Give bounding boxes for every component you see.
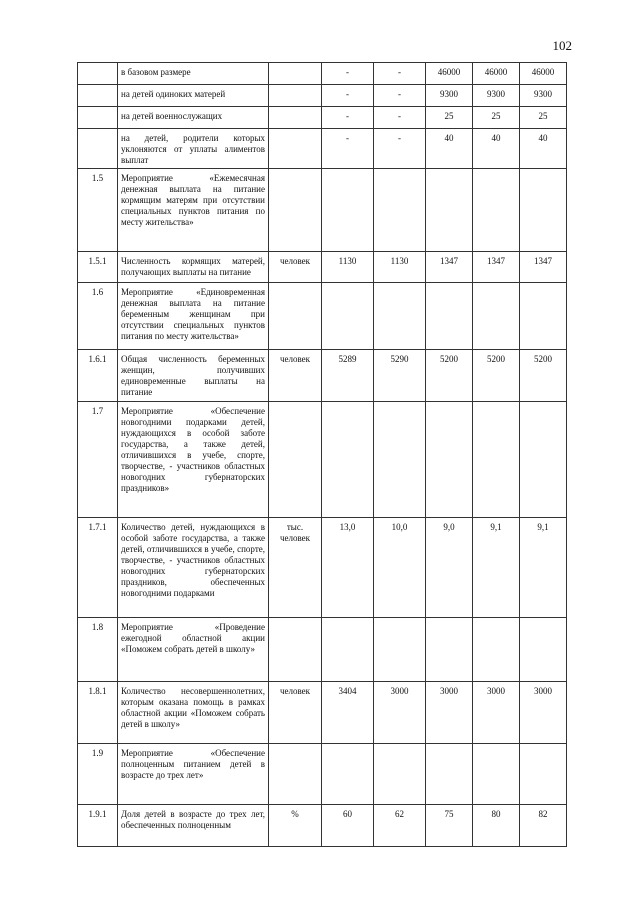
row-number: 1.7: [78, 402, 118, 518]
row-number: [78, 129, 118, 169]
indicators-table: [77, 62, 567, 847]
row-value-4: 25: [473, 107, 520, 129]
table-row: [78, 107, 567, 129]
row-number: 1.8: [78, 618, 118, 682]
row-unit: [269, 402, 322, 518]
row-value-3: [426, 283, 473, 350]
row-value-4: [473, 169, 520, 252]
table-row: [78, 252, 567, 283]
row-value-1: 60: [322, 805, 374, 847]
row-description: Общая численность беременных женщин, получивших единовременные выплаты на питание: [118, 350, 269, 402]
table-row: [78, 129, 567, 169]
row-unit: %: [269, 805, 322, 847]
row-description: Количество несовершеннолетних, которым оказана помощь в рамках областной акции «Поможем собрать детей в школу»: [118, 682, 269, 744]
row-value-5: 9,1: [520, 518, 567, 618]
row-value-4: 46000: [473, 63, 520, 85]
row-value-4: 9300: [473, 85, 520, 107]
row-value-1: [322, 169, 374, 252]
row-value-5: [520, 618, 567, 682]
table-row: [78, 744, 567, 805]
row-value-1: 5289: [322, 350, 374, 402]
row-number: 1.6: [78, 283, 118, 350]
row-unit: [269, 744, 322, 805]
table-row: [78, 402, 567, 518]
row-value-3: 1347: [426, 252, 473, 283]
row-description: Доля детей в возрасте до трех лет, обеспеченных полноценным: [118, 805, 269, 847]
row-value-5: [520, 402, 567, 518]
row-value-5: [520, 744, 567, 805]
row-number: [78, 63, 118, 85]
row-value-5: 5200: [520, 350, 567, 402]
table-row: [78, 518, 567, 618]
table-row: [78, 63, 567, 85]
row-value-3: 9300: [426, 85, 473, 107]
row-number: 1.8.1: [78, 682, 118, 744]
row-value-1: [322, 744, 374, 805]
table-row: [78, 805, 567, 847]
row-number: 1.6.1: [78, 350, 118, 402]
row-value-2: 62: [374, 805, 426, 847]
table-row: [78, 682, 567, 744]
row-number: 1.5.1: [78, 252, 118, 283]
row-value-1: [322, 283, 374, 350]
row-description: Мероприятие «Проведение ежегодной областной акции «Поможем собрать детей в школу»: [118, 618, 269, 682]
row-value-5: 25: [520, 107, 567, 129]
row-value-2: 10,0: [374, 518, 426, 618]
row-description: Мероприятие «Единовременная денежная выплата на питание беременным женщинам при отсутствии специальных пунктов питания по месту жительства»: [118, 283, 269, 350]
row-value-2: -: [374, 107, 426, 129]
row-value-2: [374, 283, 426, 350]
row-value-2: [374, 402, 426, 518]
row-description: Мероприятие «Ежемесячная денежная выплата на питание кормящим матерям при отсутствии специальных пунктов питания по месту жительства»: [118, 169, 269, 252]
row-unit: [269, 618, 322, 682]
row-number: [78, 85, 118, 107]
row-value-2: [374, 618, 426, 682]
row-value-3: 46000: [426, 63, 473, 85]
row-value-1: 3404: [322, 682, 374, 744]
row-description: на детей военнослужащих: [118, 107, 269, 129]
row-value-3: 9,0: [426, 518, 473, 618]
row-value-2: 1130: [374, 252, 426, 283]
row-value-2: 3000: [374, 682, 426, 744]
row-unit: тыс. человек: [269, 518, 322, 618]
row-number: 1.5: [78, 169, 118, 252]
row-value-5: 3000: [520, 682, 567, 744]
row-description: на детей, родители которых уклоняются от уплаты алиментов выплат: [118, 129, 269, 169]
row-value-4: [473, 283, 520, 350]
row-value-4: 9,1: [473, 518, 520, 618]
row-value-5: 46000: [520, 63, 567, 85]
row-value-4: 80: [473, 805, 520, 847]
row-unit: человек: [269, 350, 322, 402]
row-value-3: 75: [426, 805, 473, 847]
row-value-4: [473, 402, 520, 518]
row-number: 1.9.1: [78, 805, 118, 847]
page-number: 102: [552, 38, 572, 53]
row-number: 1.7.1: [78, 518, 118, 618]
row-number: 1.9: [78, 744, 118, 805]
row-value-1: [322, 618, 374, 682]
row-description: Мероприятие «Обеспечение полноценным питанием детей в возрасте до трех лет»: [118, 744, 269, 805]
row-value-4: 40: [473, 129, 520, 169]
row-value-5: 9300: [520, 85, 567, 107]
row-value-4: [473, 618, 520, 682]
row-unit: [269, 283, 322, 350]
row-value-1: -: [322, 85, 374, 107]
row-value-5: 40: [520, 129, 567, 169]
table-row: [78, 350, 567, 402]
row-value-1: -: [322, 107, 374, 129]
row-value-4: 5200: [473, 350, 520, 402]
row-value-5: [520, 169, 567, 252]
row-value-1: -: [322, 63, 374, 85]
table-row: [78, 85, 567, 107]
row-value-3: [426, 402, 473, 518]
table-body: [78, 63, 567, 847]
row-value-3: [426, 744, 473, 805]
row-value-4: 3000: [473, 682, 520, 744]
row-value-4: [473, 744, 520, 805]
row-description: Мероприятие «Обеспечение новогодними подарками детей, нуждающихся в особой заботе государства, а также детей, отличившихся в учебе, спорте, творчестве, - участников областных новогодних губернаторских праздников»: [118, 402, 269, 518]
row-value-1: [322, 402, 374, 518]
row-unit: [269, 63, 322, 85]
row-value-2: [374, 744, 426, 805]
row-unit: [269, 85, 322, 107]
row-unit: [269, 129, 322, 169]
row-value-3: 5200: [426, 350, 473, 402]
row-description: Численность кормящих матерей, получающих выплаты на питание: [118, 252, 269, 283]
row-value-5: [520, 283, 567, 350]
row-number: [78, 107, 118, 129]
row-value-2: 5290: [374, 350, 426, 402]
table-row: [78, 283, 567, 350]
row-value-2: -: [374, 129, 426, 169]
row-value-3: 40: [426, 129, 473, 169]
row-description: Количество детей, нуждающихся в особой заботе государства, а также детей, отличившихся в учебе, спорте, творчестве, - участников областных новогодних губернаторских праздников, обеспеченных новогодними подарками: [118, 518, 269, 618]
row-value-5: 1347: [520, 252, 567, 283]
row-description: на детей одиноких матерей: [118, 85, 269, 107]
table-row: [78, 618, 567, 682]
row-unit: человек: [269, 682, 322, 744]
row-unit: [269, 107, 322, 129]
row-value-4: 1347: [473, 252, 520, 283]
row-value-2: -: [374, 63, 426, 85]
table-row: [78, 169, 567, 252]
row-unit: [269, 169, 322, 252]
row-value-2: -: [374, 85, 426, 107]
row-value-1: 13,0: [322, 518, 374, 618]
row-value-3: 3000: [426, 682, 473, 744]
row-value-1: 1130: [322, 252, 374, 283]
row-value-3: 25: [426, 107, 473, 129]
row-unit: человек: [269, 252, 322, 283]
row-value-3: [426, 618, 473, 682]
row-description: в базовом размере: [118, 63, 269, 85]
row-value-1: -: [322, 129, 374, 169]
row-value-5: 82: [520, 805, 567, 847]
row-value-2: [374, 169, 426, 252]
row-value-3: [426, 169, 473, 252]
